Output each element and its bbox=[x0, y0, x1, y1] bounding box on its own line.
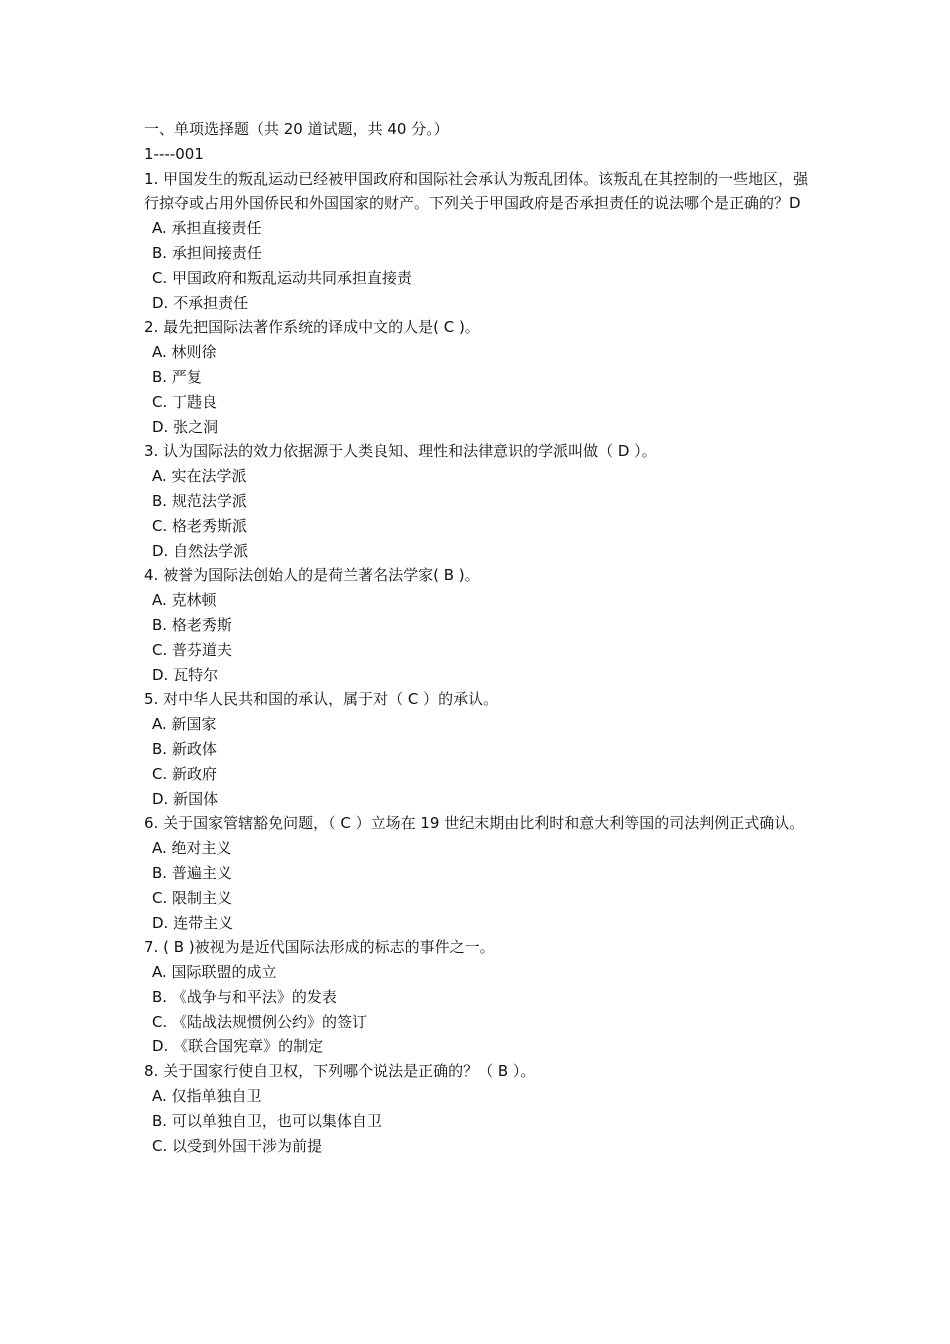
question-3 bbox=[144, 439, 812, 563]
option-c: C. 以受到外国干涉为前提 bbox=[152, 1136, 323, 1155]
option-b: B. 规范法学派 bbox=[152, 491, 247, 510]
option-a: A. 承担直接责任 bbox=[152, 219, 262, 238]
option-c: C. 《陆战法规惯例公约》的签订 bbox=[152, 1012, 368, 1031]
question-5 bbox=[144, 687, 812, 811]
option-a: A. 克林顿 bbox=[152, 591, 217, 610]
question-2 bbox=[144, 315, 812, 439]
question-6 bbox=[144, 811, 812, 935]
question-code: 1----001 bbox=[144, 144, 204, 163]
option-b: B. 格老秀斯 bbox=[152, 615, 232, 634]
option-c: C. 限制主义 bbox=[152, 888, 233, 907]
question-4 bbox=[144, 563, 812, 687]
option-d: D. 自然法学派 bbox=[152, 541, 249, 560]
option-d: D. 连带主义 bbox=[152, 913, 234, 932]
option-b: B. 《战争与和平法》的发表 bbox=[152, 987, 337, 1006]
option-b: B. 新政体 bbox=[152, 739, 217, 758]
option-a: A. 绝对主义 bbox=[152, 839, 232, 858]
question-text: 1. 甲国发生的叛乱运动已经被甲国政府和国际社会承认为叛乱团体。该叛乱在其控制的一些地区，强行掠夺或占用外国侨民和外国国家的财产。下列关于甲国政府是否承担责任的说法哪个是正确的？D bbox=[144, 169, 809, 213]
option-c: C. 甲国政府和叛乱运动共同承担直接责 bbox=[152, 268, 413, 287]
option-c: C. 普芬道夫 bbox=[152, 640, 233, 659]
question-text: 4. 被誉为国际法创始人的是荷兰著名法学家( B )。 bbox=[144, 566, 480, 585]
option-b: B. 承担间接责任 bbox=[152, 243, 262, 262]
option-d: D. 张之洞 bbox=[152, 417, 219, 436]
option-d: D. 瓦特尔 bbox=[152, 665, 219, 684]
question-text: 2. 最先把国际法著作系统的译成中文的人是( C )。 bbox=[144, 318, 480, 337]
option-b: B. 普遍主义 bbox=[152, 863, 232, 882]
question-text: 5. 对中华人民共和国的承认，属于对（ C ）的承认。 bbox=[144, 690, 499, 709]
question-8 bbox=[144, 1059, 812, 1158]
option-a: A. 实在法学派 bbox=[152, 467, 247, 486]
option-a: A. 林则徐 bbox=[152, 343, 217, 362]
question-7 bbox=[144, 935, 812, 1059]
option-a: A. 仅指单独自卫 bbox=[152, 1087, 262, 1106]
option-a: A. 新国家 bbox=[152, 715, 217, 734]
option-b: B. 可以单独自卫，也可以集体自卫 bbox=[152, 1111, 382, 1130]
question-text: 8. 关于国家行使自卫权，下列哪个说法是正确的？（ B ）。 bbox=[144, 1062, 536, 1081]
option-b: B. 严复 bbox=[152, 367, 202, 386]
option-d: D. 不承担责任 bbox=[152, 293, 249, 312]
question-text: 7. ( B )被视为是近代国际法形成的标志的事件之一。 bbox=[144, 938, 495, 957]
option-a: A. 国际联盟的成立 bbox=[152, 963, 277, 982]
document-body bbox=[144, 117, 812, 1158]
question-1 bbox=[144, 167, 812, 316]
option-d: D. 新国体 bbox=[152, 789, 219, 808]
option-d: D. 《联合国宪章》的制定 bbox=[152, 1037, 324, 1056]
option-c: C. 格老秀斯派 bbox=[152, 516, 248, 535]
option-c: C. 丁韪良 bbox=[152, 392, 218, 411]
question-text: 6. 关于国家管辖豁免问题，（ C ）立场在 19 世纪末期由比利时和意大利等国的司法判例正式确认。 bbox=[144, 814, 805, 833]
section-title: 一、单项选择题（共 20 道试题，共 40 分。） bbox=[144, 120, 449, 138]
option-c: C. 新政府 bbox=[152, 764, 218, 783]
question-text: 3. 认为国际法的效力依据源于人类良知、理性和法律意识的学派叫做（ D ）。 bbox=[144, 442, 657, 461]
